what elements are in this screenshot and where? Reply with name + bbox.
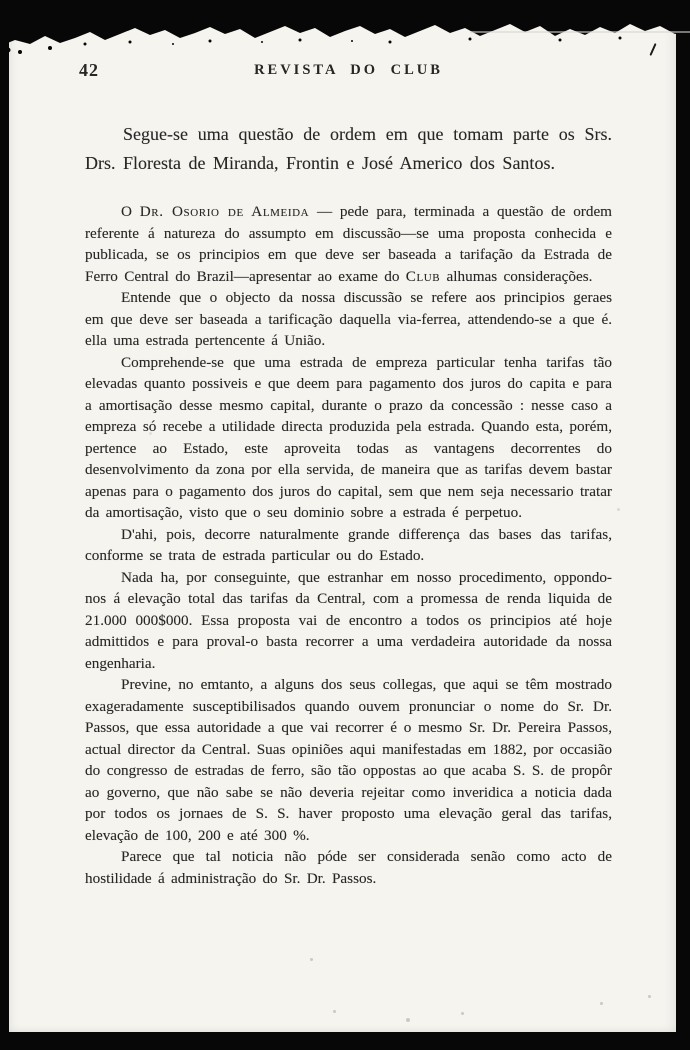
paragraph-empreza-particular: Comprehende-se que uma estrada de empreza particular tenha tarifas tão elevadas quanto possiveis e que deem para pagamento dos juros do capita e para a amortisação desse mesmo capital, durante o prazo da concessão : nesse caso a empreza só recebe a utilidade directa produzida pela estrada. Quando esta, porém, pertence ao Estado, este aproveita todas as vantagens decorrentes do desenvolvimento da zona por ella servida, de maneira que as tarifas devem bastar apenas para o pagamento dos juros do capital, sem que nem seja necessario tratar da amortisação, visto que o seu dominio sobre a estrada é perpetuo. xyxy=(85,353,612,521)
paragraph-fragment: alhumas considerações. xyxy=(440,267,593,285)
paragraph-renda-liquida: Nada ha, por conseguinte, que estranhar em nosso procedimento, oppondo-nos á elevação total das tarifas da Central, com a promessa de renda liquida de 21.000 000$000. Essa proposta vai de encontro a todos os principios até hoje admittidos e para proval-o basta recorrer a uma verdadeira autoridade da nossa engenharia. xyxy=(85,568,612,672)
page xyxy=(9,0,676,1032)
scan-noise-dot xyxy=(461,1012,464,1015)
scan-noise-dot xyxy=(648,995,651,998)
scan-noise-dot xyxy=(406,1018,410,1022)
scan-noise-dot xyxy=(617,508,620,511)
paragraph-differenca-tarifas: D'ahi, pois, decorre naturalmente grande differença das bases das tarifas, conforme se trata de estrada particular ou do Estado. xyxy=(85,525,612,564)
page-number: 42 xyxy=(79,60,99,80)
scan-noise-dot xyxy=(333,1010,336,1013)
paragraph-osorio-de-almeida xyxy=(85,201,612,287)
scan-noise-dot xyxy=(310,958,313,961)
page-content xyxy=(85,120,612,889)
scan-noise-dot xyxy=(600,1002,603,1005)
paragraph-fragment: — pede para, terminada a questão de ordem referente á natureza do assumpto em discussão—se uma proposta conhecida e publicada, se os principios em que deve ser baseada a tarifação da Estrada de Ferro Central do Brazil—apresentar ao exame do xyxy=(85,203,612,285)
paragraph-hostilidade: Parece que tal noticia não póde ser considerada senão como acto de hostilidade á administração do Sr. Dr. Passos. xyxy=(85,848,612,887)
paragraph-previne-collegas: Previne, no emtanto, a alguns dos seus collegas, que aqui se têm mostrado exageradamente susceptibilisados quando ouvem pronunciar o nome do Sr. Dr. Passos, que essa autoridade a que vai recorrer é o mesmo Sr. Dr. Pereira Passos, actual director da Central. Suas opiniões aqui manifestadas em 1882, por occasião do congresso de estradas de ferro, são tão oppostas ao que acaba S. S. de propôr ao governo, que não sabe se não deveria rejeitar como inveridica a noticia dada por todos os jornaes de S. S. haver proposto uma elevação geral das tarifas, elevação de 100, 200 e até 300 %. xyxy=(85,676,612,844)
speaker-name: Dr. Osorio de Almeida xyxy=(139,203,310,220)
page-header xyxy=(9,0,676,90)
scan-noise-dot xyxy=(149,432,152,435)
journal-title: REVISTA DO CLUB xyxy=(254,62,443,78)
paragraph-fragment: O xyxy=(121,203,140,220)
intro-paragraph: Segue-se uma questão de ordem em que tomam parte os Srs. Drs. Floresta de Miranda, Frontin e José Americo dos Santos. xyxy=(85,124,612,173)
club-smallcaps: Club xyxy=(405,267,441,285)
paragraph-principios-geraes: Entende que o objecto da nossa discussão se refere aos principios geraes em que deve ser baseada a tarificação daquella via-ferrea, attendendo-se a que é. ella uma estrada pertencente á União. xyxy=(85,289,612,349)
